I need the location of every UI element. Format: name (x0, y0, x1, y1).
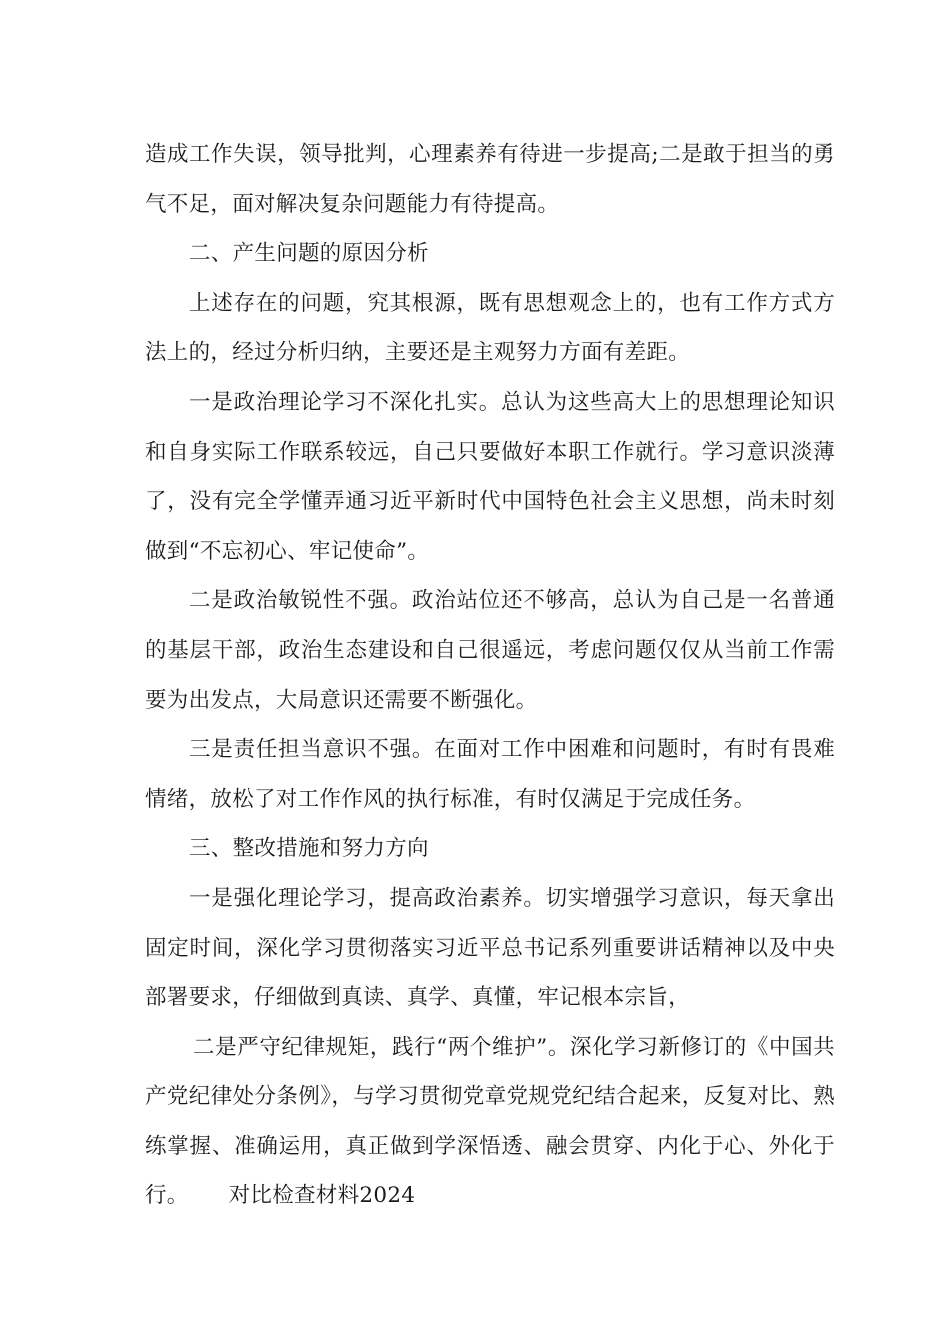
footer-note: 对比检查材料2024 (228, 1183, 416, 1209)
paragraph-cause-one: 一是政治理论学习不深化扎实。总认为这些高大上的思想理论知识和自身实际工作联系较远，自己只要做好本职工作就行。学习意识淡薄了，没有完全学懂弄通习近平新时代中国特色社会主义思想，尚未时刻做到“不忘初心、牢记使命”。 (145, 389, 835, 564)
paragraph-measure-one: 一是强化理论学习，提高政治素养。切实增强学习意识，每天拿出固定时间，深化学习贯彻落实习近平总书记系列重要讲话精神以及中央部署要求，仔细做到真读、真学、真懂，牢记根本宗旨， (145, 885, 835, 1011)
paragraph-cause-two: 二是政治敏锐性不强。政治站位还不够高，总认为自己是一名普通的基层干部，政治生态建设和自己很遥远，考虑问题仅仅从当前工作需要为出发点，大局意识还需要不断强化。 (145, 588, 835, 713)
paragraph-cause-summary: 上述存在的问题，究其根源，既有思想观念上的，也有工作方式方法上的，经过分析归纳，主要还是主观努力方面有差距。 (145, 290, 835, 366)
paragraph-cause-three: 三是责任担当意识不强。在面对工作中困难和问题时，有时有畏难情绪，放松了对工作作风的执行标准，有时仅满足于完成任务。 (145, 737, 835, 812)
section-heading-rectification: 三、整改措施和努力方向 (189, 836, 429, 862)
section-heading-cause-analysis: 二、产生问题的原因分析 (189, 241, 429, 267)
paragraph-continuation: 造成工作失误，领导批判，心理素养有待进一步提高;二是敢于担当的勇气不足，面对解决复杂问题能力有待提高。 (145, 142, 835, 217)
paragraph-measure-two-text: 二是严守纪律规矩，践行“两个维护”。深化学习新修订的《中国共产党纪律处分条例》，与学习贯彻党章党规党纪结合起来，反复对比、熟练掌握、准确运用，真正做到学深悟透、融会贯穿、内化于心、外化于行。 (145, 1034, 835, 1209)
paragraph-measure-two (145, 1023, 835, 1221)
document-body (145, 130, 835, 1221)
